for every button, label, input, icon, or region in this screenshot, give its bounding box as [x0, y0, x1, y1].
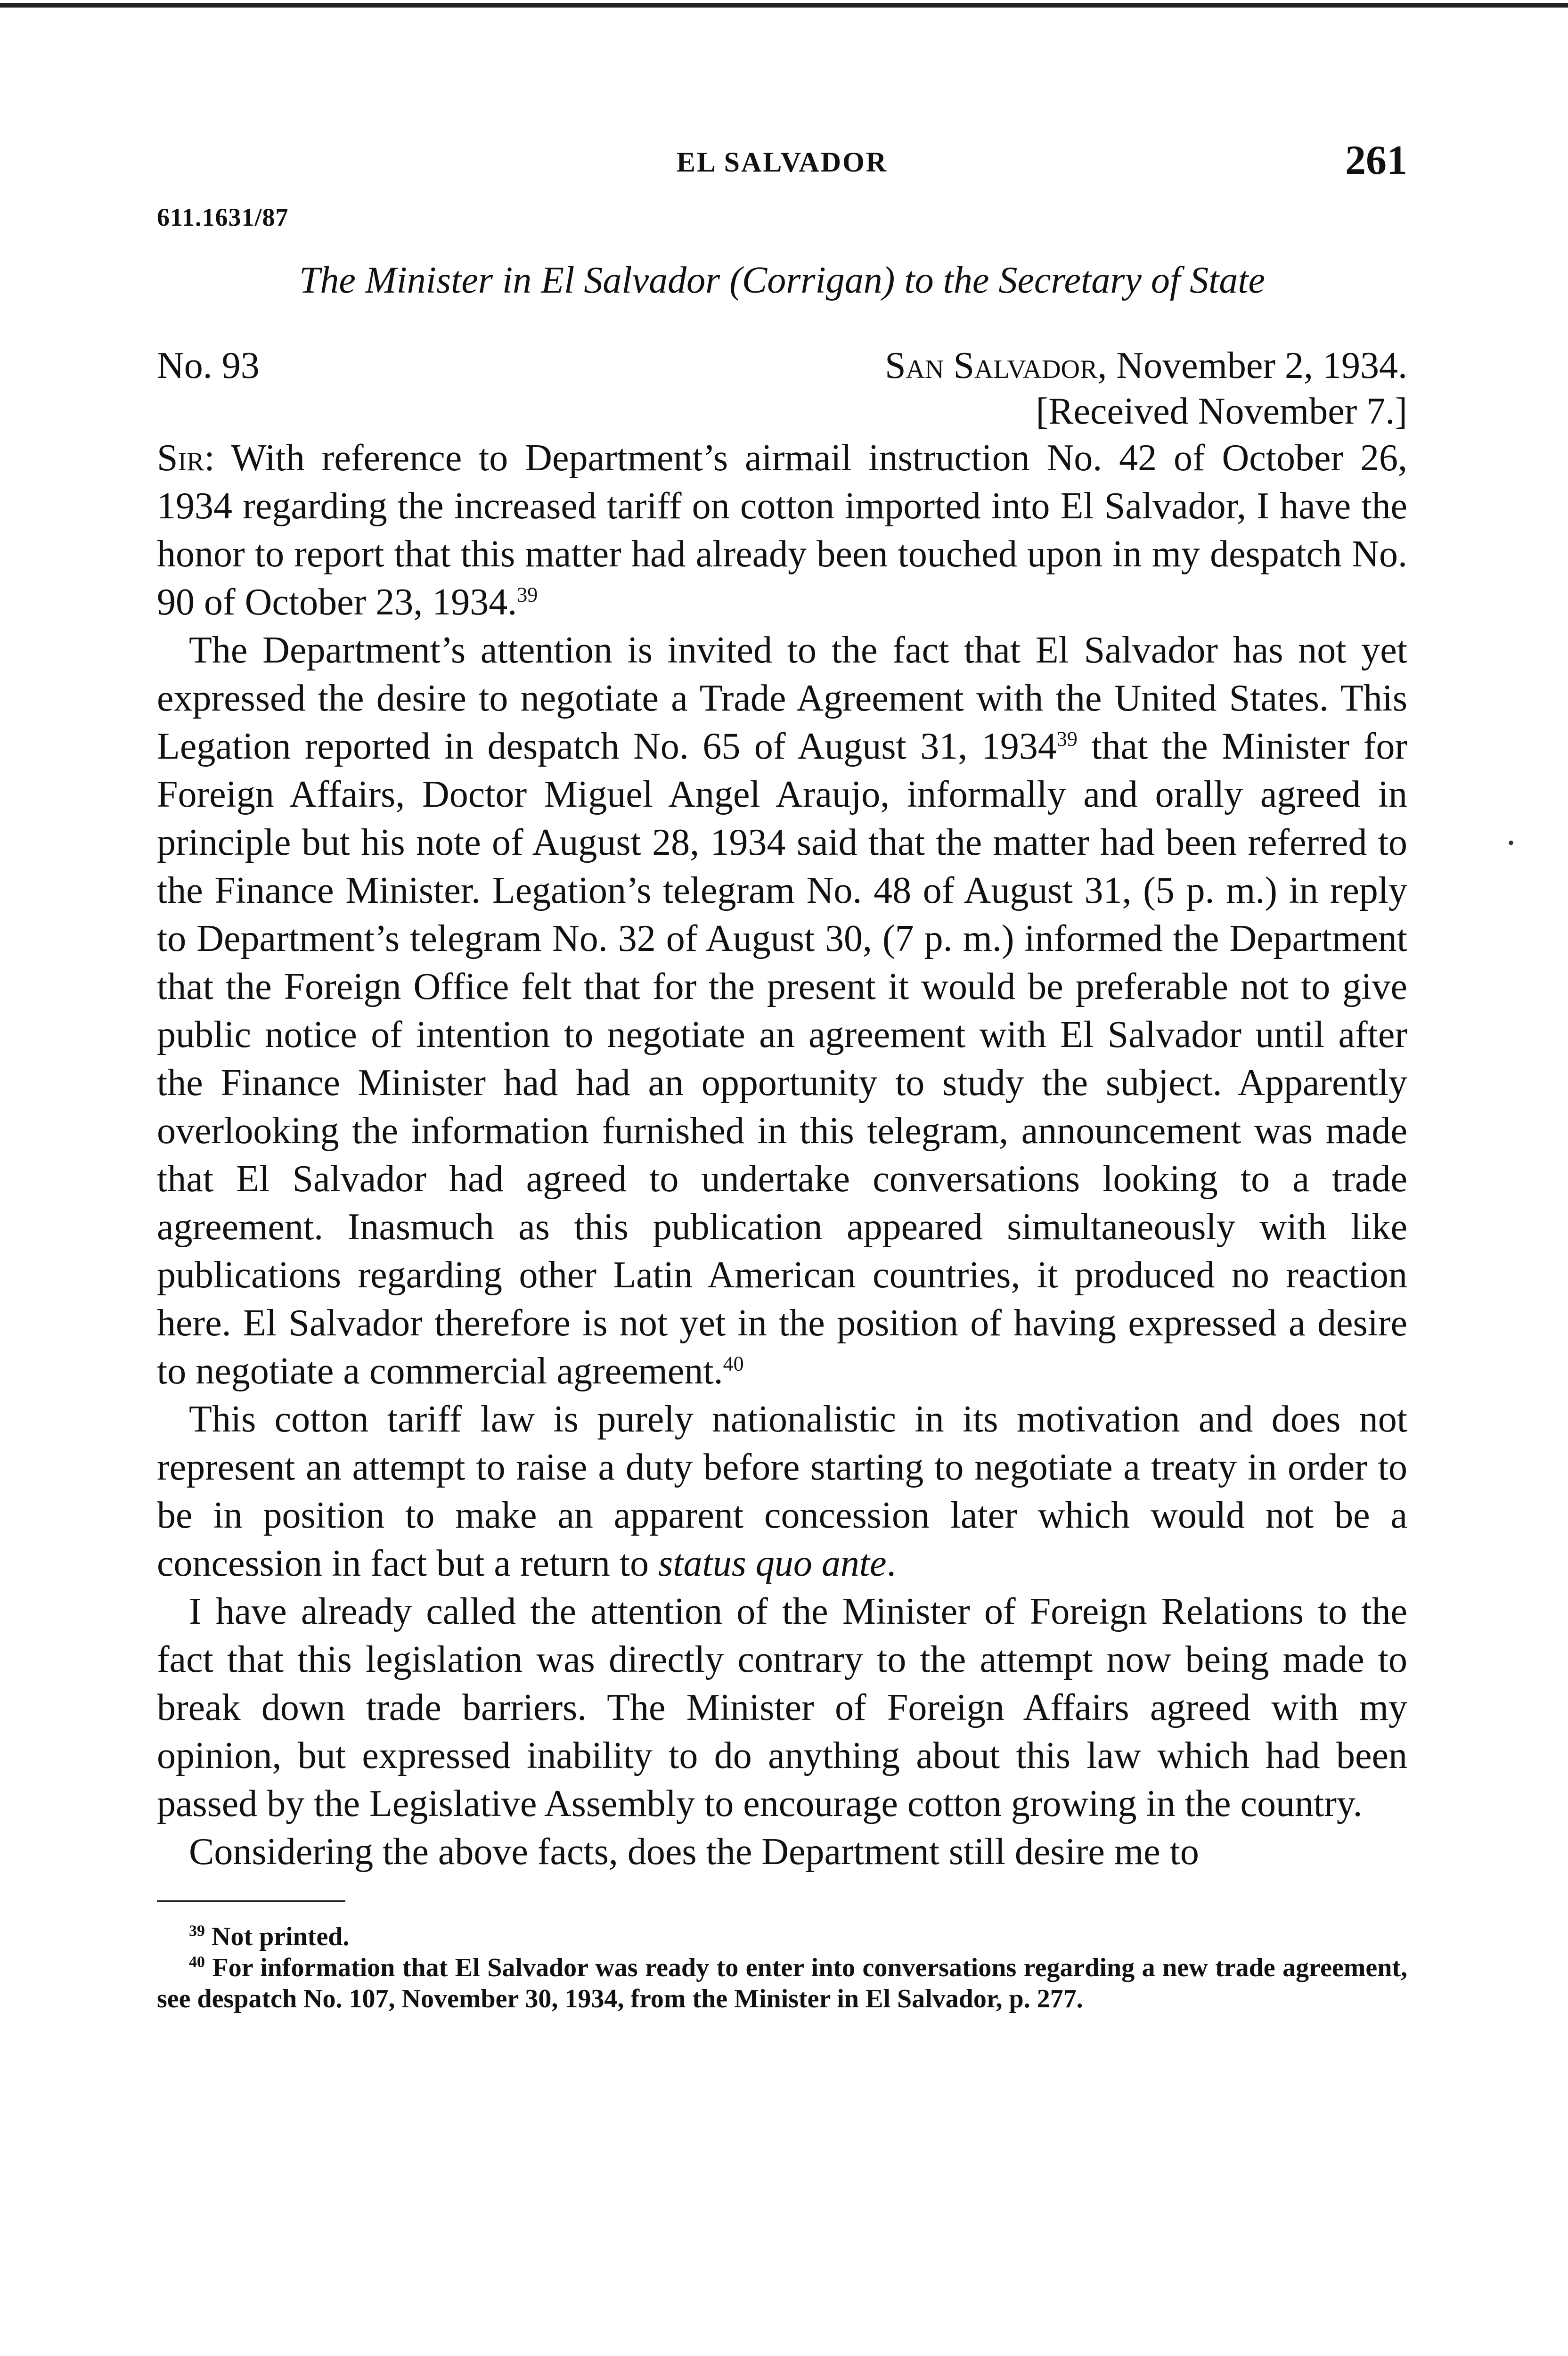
- paragraph-3: [157, 1395, 1407, 1587]
- document-page: [157, 113, 1407, 2014]
- paragraph-3-text: This cotton tariff law is purely nationalistic in its motivation and does not represent an attempt to raise a duty before starting to negotiate a treaty in order to be in position to make an apparent concession later which would not be a concession in fact but a return to: [157, 1399, 1407, 1584]
- dateline-date: , November 2, 1934.: [1097, 345, 1407, 386]
- page-number: 261: [1345, 138, 1407, 183]
- top-border-rule: [0, 3, 1568, 8]
- footnote-40: [157, 1952, 1407, 2014]
- footnote-ref: 39: [517, 583, 538, 606]
- despatch-number: No. 93: [157, 345, 260, 386]
- salutation: Sir: [157, 437, 204, 479]
- received-date: [Received November 7.]: [1036, 391, 1407, 432]
- paragraph-5: Considering the above facts, does the Department still desire me to: [189, 1831, 1199, 1873]
- footnote-ref: 40: [723, 1352, 744, 1375]
- footnote-ref: 39: [1056, 727, 1078, 751]
- place-and-date: [885, 344, 1407, 387]
- paragraph-1-text: : With reference to Department’s airmail instruction No. 42 of October 26, 1934 regarding the increased tariff on cotton imported into El Salvador, I have the honor to report that this matter had already been touched upon in my despatch No. 90 of October 23, 1934.: [157, 437, 1407, 623]
- paragraph-1: [157, 434, 1407, 626]
- latin-phrase: status quo ante: [658, 1543, 887, 1584]
- paragraph-2-text-b: that the Minister for Foreign Affairs, Doctor Miguel Angel Araujo, informally and orally agreed in principle but his note of August 28, 1934 said that the matter had been referred to the Finance Minister. Legation’s telegram No. 48 of August 31, (5 p. m.) in reply to Department’s telegram No. 32 of August 30, (7 p. m.) informed the Department that the Foreign Office felt that for the present it would be preferable not to give public notice of intention to negotiate an agreement with El Salvador until after the Finance Minister had had an opportunity to study the subject. Apparently overlooking the information furnished in this telegram, announcement was made that El Salvador had agreed to undertake conversations looking to a trade agreement. Inasmuch as this publication appeared simultaneously with like publications regarding other Latin American countries, it produced no reaction here. El Salvador therefore is not yet in the position of having expressed a desire to negotiate a commercial agreement.: [157, 726, 1407, 1392]
- dateline: [157, 344, 1407, 434]
- footnote-mark: 39: [189, 1922, 205, 1940]
- footnote-divider: [157, 1900, 345, 1902]
- heading-author: Corrigan: [742, 260, 882, 301]
- heading-suffix: ) to the Secretary of State: [882, 260, 1266, 301]
- paragraph-4: I have already called the attention of the Minister of Foreign Relations to the fact that this legislation was directly contrary to the attempt now being made to break down trade barriers. The Minister of Foreign Affairs agreed with my opinion, but expressed inability to do anything about this law which had been passed by the Legislative Assembly to encourage cotton growing in the country.: [157, 1591, 1407, 1824]
- document-heading: [157, 259, 1407, 302]
- paragraph-2: [157, 626, 1407, 1395]
- footnote-text: Not printed.: [212, 1922, 350, 1951]
- letter-body: [157, 434, 1407, 1876]
- footnote-mark: 40: [189, 1953, 205, 1971]
- footnote-39: [157, 1921, 1407, 1952]
- margin-mark: •: [1508, 832, 1515, 853]
- running-header: [157, 113, 1407, 184]
- footnotes: [157, 1921, 1407, 2014]
- paragraph-3-end: .: [886, 1543, 896, 1584]
- running-title: EL SALVADOR: [676, 147, 888, 178]
- paragraph-2-text-a: The Department’s attention is invited to the fact that El Salvador has not yet expressed the desire to negotiate a Trade Agreement with the United States. This Legation reported in despatch No. 65 of August 31, 1934: [157, 630, 1407, 767]
- footnote-text: For information that El Salvador was ready to enter into conversations regarding a new trade agreement, see despatch No. 107, November 30, 1934, from the Minister in El Salvador, p. 277.: [157, 1953, 1408, 2013]
- dateline-place: San Salvador: [885, 345, 1098, 386]
- heading-prefix: The Minister in El Salvador (: [299, 260, 742, 301]
- file-number: 611.1631/87: [157, 203, 289, 231]
